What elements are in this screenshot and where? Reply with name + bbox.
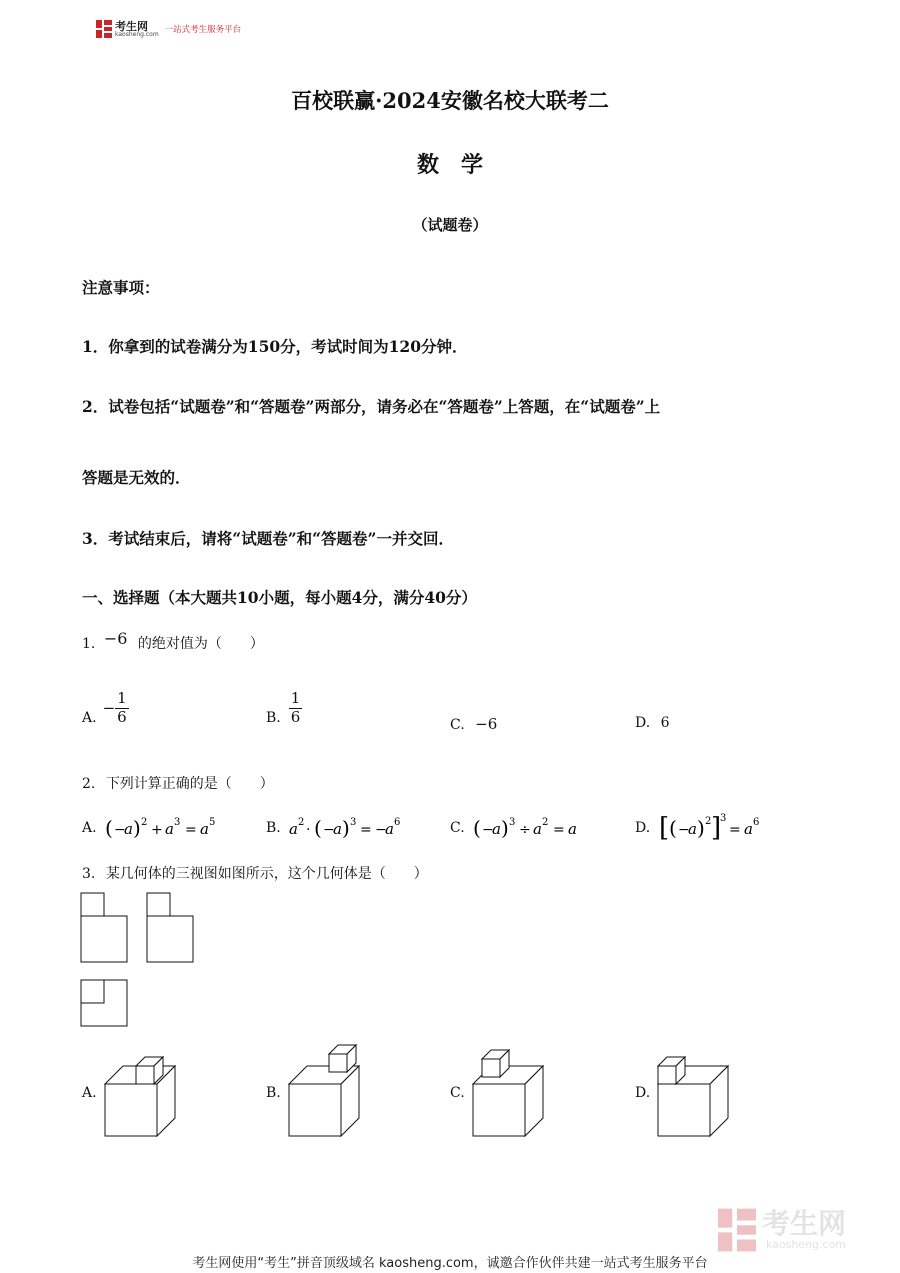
svg-text:a: a [492,820,502,838]
q1-option-d[interactable] [635,715,670,731]
denominator: 6 [117,707,127,726]
logo-name: 考生网 [115,19,148,33]
svg-text:2: 2 [704,816,712,827]
q2-a-formula [105,815,245,841]
svg-text:(: ( [473,816,481,840]
big-cube-front [658,1084,710,1136]
q1-option-c[interactable] [450,715,497,733]
svg-text:−: − [482,822,494,838]
paper-label: （试题卷） [412,216,488,234]
q2-c-formula [473,815,613,841]
q3-option-c-label[interactable]: C. [450,1085,465,1101]
option-label: C. [450,820,465,836]
question-number: 3. [82,866,96,882]
question-text: 某几何体的三视图如图所示，这个几何体是（ ） [105,866,428,882]
question-text: 的绝对值为（ ） [137,636,264,652]
option-value: −6 [475,715,498,733]
svg-text:÷: ÷ [519,822,531,838]
option-label: D. [635,820,651,836]
q2-option-d[interactable] [635,812,779,844]
minus-sign: − [102,699,116,717]
q3-option-d-figure[interactable] [656,1052,731,1138]
page-footer: 考生网使用“考生”拼音顶级域名 kaosheng.com，诚邀合作伙伴共建一站式考生服务平台 [192,1256,708,1271]
svg-text:·: · [306,822,311,838]
watermark-domain: kaosheng.com [765,1237,847,1251]
svg-text:5: 5 [209,817,216,828]
q2-d-formula [659,812,779,844]
fraction [115,690,129,726]
svg-text:3: 3 [509,817,516,828]
option-label: B. [266,710,281,726]
front-view-small [81,893,104,916]
svg-text:2: 2 [141,817,148,828]
note-item-2-line2: 答题是无效的． [82,468,191,487]
numerator: 1 [117,689,127,708]
svg-text:−: − [677,822,690,838]
svg-text:3: 3 [350,817,357,828]
q3-option-a-figure[interactable] [103,1052,178,1138]
question-3 [82,863,428,883]
logo-slogan: 一站式考生服务平台 [164,25,242,35]
watermark-name: 考生网 [762,1206,847,1240]
svg-text:): ) [696,816,705,840]
svg-text:a: a [743,820,753,838]
side-view-small [147,893,170,916]
q3-option-b-figure[interactable] [287,1044,362,1138]
svg-text:a: a [687,820,697,838]
kaosheng-logo-icon [96,20,112,38]
svg-text:6: 6 [394,817,401,828]
q3-option-b-label[interactable]: B. [266,1085,281,1101]
svg-text:=: = [185,822,197,838]
svg-text:−: − [323,822,335,838]
note-item-3: 3．考试结束后，请将“试题卷”和“答题卷”一并交回． [82,529,454,548]
svg-text:a: a [165,820,174,838]
svg-text:a: a [533,820,543,838]
small-cube-front [136,1066,154,1084]
q3-option-c-figure[interactable] [471,1048,546,1138]
svg-text:+: + [151,822,163,838]
denominator: 6 [290,707,301,726]
question-number: 2. [82,776,96,792]
svg-text:=: = [728,822,741,838]
section-heading: 一、选择题（本大题共10小题，每小题4分，满分40分） [82,588,477,607]
note-item-1: 1．你拿到的试卷满分为150分，考试时间为120分钟． [82,337,468,356]
question-2 [82,773,274,793]
svg-text:=: = [553,822,565,838]
svg-text:a: a [333,820,343,838]
svg-text:a: a [568,820,578,838]
q2-option-a[interactable] [82,815,245,841]
logo-domain: kaosheng.com [115,30,159,38]
option-label: A. [82,710,97,726]
question-1 [82,629,264,653]
small-cube-front [329,1054,347,1072]
svg-text:(: ( [668,816,677,840]
option-label: A. [82,820,97,836]
svg-text:(: ( [105,816,113,840]
question-text: 下列计算正确的是（ ） [105,776,274,792]
svg-text:a: a [289,820,299,838]
svg-text:3: 3 [174,817,181,828]
big-cube-front [289,1084,341,1136]
q1-option-a[interactable] [82,690,129,726]
small-cube-front [482,1059,500,1077]
watermark [718,1208,846,1252]
q3-option-a-label[interactable]: A. [82,1085,97,1101]
q1-expression: −6 [103,629,128,648]
notes-heading: 注意事项： [82,278,160,297]
svg-text:a: a [200,820,209,838]
note-item-2-line1: 2．试卷包括“试题卷”和“答题卷”两部分，请务必在“答题卷”上答题，在“试题卷”上 [82,397,661,416]
svg-text:6: 6 [752,817,760,828]
option-label: D. [635,715,651,731]
option-label: C. [450,717,465,733]
numerator: 1 [290,689,301,708]
option-label: B. [266,820,281,836]
svg-text:2: 2 [542,817,549,828]
svg-text:2: 2 [298,817,305,828]
big-cube-front [105,1084,157,1136]
site-logo [96,20,241,38]
svg-text:=: = [360,822,372,838]
svg-text:−: − [114,822,126,838]
svg-text:a: a [385,820,395,838]
svg-text:): ) [133,816,141,840]
svg-text:]: ] [710,813,721,843]
q3-option-d-label[interactable]: D. [635,1085,651,1101]
front-view-large [81,916,127,962]
svg-text:(: ( [314,816,323,840]
q2-b-formula [289,815,439,841]
subject-title: 数学 [416,152,505,178]
side-view-large [147,916,193,962]
exam-title: 百校联赢·2024安徽名校大联考二 [291,88,609,113]
small-cube-front [658,1066,676,1084]
svg-text:): ) [501,816,509,840]
option-value: 6 [660,715,670,731]
svg-text:a: a [124,820,133,838]
q2-option-c[interactable] [450,815,613,841]
three-views-figure [80,892,200,1032]
fraction [289,690,303,726]
q1-option-b[interactable] [266,690,302,726]
svg-text:[: [ [658,813,669,843]
svg-text:): ) [342,816,351,840]
q2-option-b[interactable] [266,815,439,841]
top-view-small [81,980,104,1003]
svg-text:−: − [375,822,387,838]
svg-text:3: 3 [719,813,727,824]
kaosheng-watermark-icon [718,1208,756,1252]
question-number: 1. [82,636,96,652]
big-cube-front [473,1084,525,1136]
